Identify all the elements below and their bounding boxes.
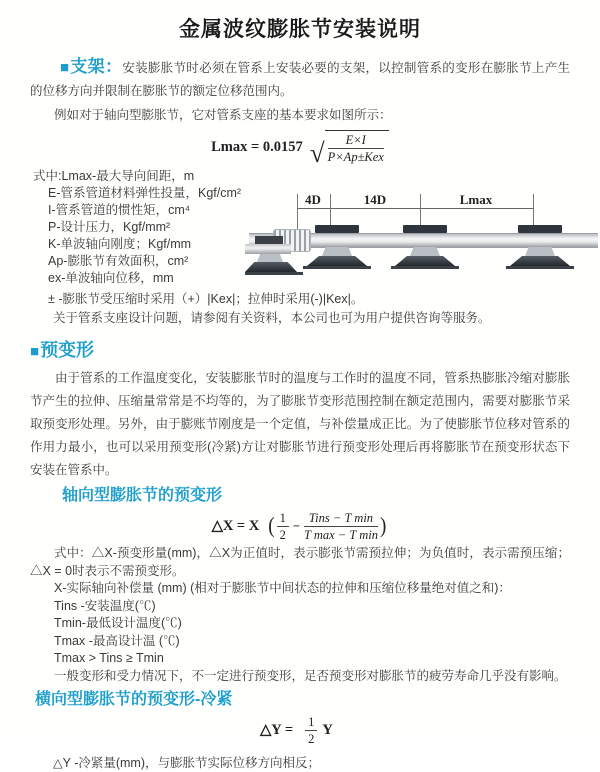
fraction-denominator: 2 [279, 528, 286, 542]
support-gap [390, 233, 460, 247]
support-throat [322, 247, 352, 256]
support-intro-text: 安装膨胀节时必须在管系上安装必要的支架，以控制管系的变形在膨胀节上产生的位移方向并限制在膨胀节的额定位移范围内。 [30, 61, 571, 98]
formula-lateral-rhs: Y [322, 722, 333, 738]
fraction-numerator: E×I [328, 133, 384, 149]
anchor-pipe-stub [245, 244, 291, 254]
note-line: Tmax > Tins ≥ Tmin [54, 651, 164, 665]
formula-lmax [0, 130, 600, 168]
note-line: 式中：△X-预变形量(mm)，△X为正值时，表示膨张节需预拉伸；为负值时，表示需预压缩；△X = 0时表示不需预变形。 [30, 546, 570, 578]
definition-line: ± -膨胀节受压缩时采用（+）|Kex|；拉伸时采用(-)|Kex|。 [48, 292, 364, 306]
support-foot [395, 256, 455, 266]
definition-line: 式中:Lmax-最大导向间距，m [33, 169, 195, 183]
fraction-numerator: 1 [305, 715, 317, 731]
fraction-numerator: Tins − T min [304, 511, 378, 527]
open-paren: ( [268, 513, 275, 538]
formula-axial-lhs: △X = X [211, 518, 260, 534]
support-throat [410, 247, 440, 256]
definition-line: Ap-膨胀节有效面积，cm² [48, 254, 189, 268]
dimension-label-4d: 4D [305, 192, 321, 207]
support-foot [307, 256, 367, 266]
definition-line: K-单波轴向刚度；Kgf/mm [48, 237, 192, 251]
support-requirements-diagram [243, 192, 598, 292]
axial-notes [30, 545, 570, 685]
fraction-one-half [277, 511, 289, 542]
service-note: 关于管系支座设计问题，请参阅有关资料，本公司也可为用户提供咨询等服务。 [53, 311, 491, 325]
support-gap [302, 233, 372, 247]
support-section-heading [60, 57, 122, 76]
dimension-label-14d: 14D [363, 192, 387, 207]
formula-axial-predeform [0, 511, 600, 542]
guide-support [302, 225, 372, 269]
predeform-paragraph: 由于管系的工作温度变化，安装膨胀节时的温度与工作时的温度不同，管系热膨胀冷缩对膨胀节产生的拉伸、压缩量常常是不均等的，为了膨胀节变形范围控制在额定范围内，需要对膨胀节采取预变形处理。另外，由于膨账节刚度是一个定值，与补偿量成正比。为了使膨胀节位移对管系的作用力最小，也可以采用预变形(冷紧)方让对膨胀节进行预变形处理后再将膨胀节在预变形状态下安装在管系中。 [30, 371, 570, 477]
dimension-line [297, 208, 533, 209]
fixed-anchor-support [245, 236, 303, 275]
support-cap [315, 225, 359, 233]
page-title: 金属波纹膨胀节安装说明 [179, 18, 421, 41]
note-line: X-实际轴向补偿量 (mm) (相对于膨胀节中间状态的拉伸和压缩位移量绝对值之和)： [54, 581, 511, 595]
anchor-base [245, 272, 303, 275]
support-throat [525, 247, 555, 256]
predeform-section-heading [30, 339, 570, 363]
definition-line: E-管系管道材料弹性投量，Kgf/cm² [48, 186, 242, 200]
square-bullet-icon: ■ [60, 59, 70, 76]
fraction-denominator: T max − T min [304, 528, 378, 542]
guide-support [505, 225, 575, 269]
support-foot [510, 256, 570, 266]
support-paragraph [30, 55, 570, 103]
dimension-label-lmax: Lmax [459, 192, 493, 207]
predeform-heading-label: 预变形 [40, 340, 95, 360]
fraction-numerator: 1 [277, 511, 289, 527]
support-example-text: 例如对于轴向型膨胀节，它对管系支座的基本要求如图所示： [54, 108, 392, 122]
dimension-tick [297, 194, 298, 234]
definition-line: P-设计压力，Kgf/mm² [48, 220, 171, 234]
formula-lateral-coldpull [0, 715, 600, 746]
anchor-foot [245, 262, 297, 272]
note-line: Tmax -最高设计温 (℃) [54, 633, 180, 648]
support-cap [403, 225, 447, 233]
fraction-temperature [304, 511, 378, 542]
sqrt-radical [309, 130, 389, 168]
lateral-subheading: 横向型膨胀节的预变形-冷紧 [35, 691, 233, 708]
minus-sign: − [292, 519, 300, 533]
fraction-denominator: P×Ap±Kex [327, 150, 384, 164]
formula-lateral-lhs: △Y = [260, 722, 294, 738]
definition-line: ex-单波轴向位移，mm [48, 271, 174, 285]
support-heading-label: 支架： [70, 57, 123, 76]
square-bullet-icon: ■ [30, 343, 40, 360]
lateral-note: △Y -冷紧量(mm)，与膨胀节实际位移方向相反； [53, 756, 321, 770]
note-line: 一般变形和受力情况下，不一定进行预变形，足否预变形对膨胀节的疲劳寿命几乎没有影响。 [54, 668, 567, 683]
guide-support [390, 225, 460, 269]
note-line: Tins -安装温度(℃) [54, 598, 156, 613]
sqrt-body [325, 130, 389, 164]
support-base [391, 266, 459, 269]
support-cap [518, 225, 562, 233]
formula-lmax-lhs: Lmax = 0.0157 [211, 138, 303, 155]
support-gap [505, 233, 575, 247]
close-paren: ) [379, 513, 387, 538]
fraction-one-half [305, 715, 317, 746]
fraction [328, 133, 384, 164]
sqrt-sign: √ [309, 138, 325, 168]
support-base [303, 266, 371, 269]
note-line: Tmin-最低设计温度(℃) [54, 616, 182, 630]
anchor-clamp [255, 236, 283, 244]
anchor-throat [257, 254, 283, 262]
definition-line: I-管系管道的惯性矩，cm⁴ [48, 203, 191, 217]
support-base [506, 266, 574, 269]
axial-subheading: 轴向型膨胀节的预变形 [62, 487, 223, 504]
fraction-denominator: 2 [308, 732, 315, 746]
